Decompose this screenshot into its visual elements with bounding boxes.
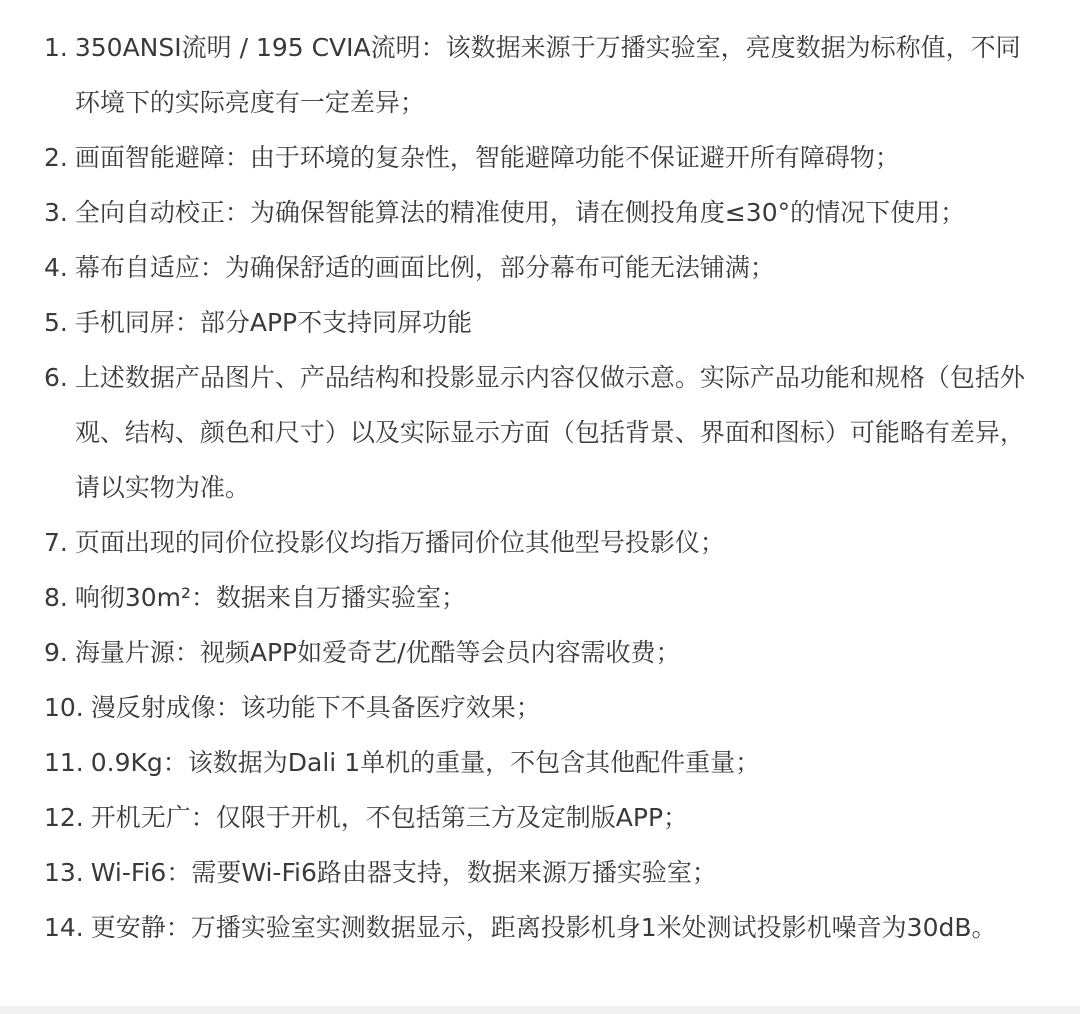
note-item-4 bbox=[0, 240, 1080, 295]
note-text: 漫反射成像：该功能下不具备医疗效果； bbox=[90, 693, 541, 722]
note-number: 6. bbox=[44, 363, 68, 392]
note-number: 12. bbox=[44, 803, 84, 832]
note-item-11 bbox=[0, 735, 1080, 790]
note-item-10 bbox=[0, 680, 1080, 735]
note-number: 2. bbox=[44, 143, 68, 172]
note-text: 全向自动校正：为确保智能算法的精准使用，请在侧投角度≤30°的情况下使用； bbox=[74, 198, 966, 227]
note-item-14 bbox=[0, 900, 1080, 955]
note-number: 13. bbox=[44, 858, 84, 887]
note-text: 350ANSI流明 / 195 CVIA流明：该数据来源于万播实验室，亮度数据为标称值，不同环境下的实际亮度有一定差异； bbox=[74, 33, 1021, 117]
note-number: 14. bbox=[44, 913, 84, 942]
note-item-6 bbox=[0, 350, 1080, 515]
note-text: 海量片源：视频APP如爱奇艺/优酷等会员内容需收费； bbox=[74, 638, 681, 667]
note-item-3 bbox=[0, 185, 1080, 240]
note-text: 页面出现的同价位投影仪均指万播同价位其他型号投影仪； bbox=[74, 528, 725, 557]
note-text: 0.9Kg：该数据为Dali 1单机的重量，不包含其他配件重量； bbox=[90, 748, 761, 777]
note-number: 11. bbox=[44, 748, 84, 777]
note-item-2 bbox=[0, 130, 1080, 185]
note-item-5 bbox=[0, 295, 1080, 350]
note-number: 8. bbox=[44, 583, 68, 612]
note-text: 手机同屏：部分APP不支持同屏功能 bbox=[74, 308, 473, 337]
note-number: 9. bbox=[44, 638, 68, 667]
note-item-8 bbox=[0, 570, 1080, 625]
note-text: 开机无广：仅限于开机，不包括第三方及定制版APP； bbox=[90, 803, 689, 832]
note-number: 4. bbox=[44, 253, 68, 282]
note-item-12 bbox=[0, 790, 1080, 845]
note-number: 5. bbox=[44, 308, 68, 337]
note-number: 10. bbox=[44, 693, 84, 722]
note-text: 画面智能避障：由于环境的复杂性，智能避障功能不保证避开所有障碍物； bbox=[74, 143, 900, 172]
note-item-1 bbox=[0, 20, 1080, 130]
note-item-13 bbox=[0, 845, 1080, 900]
note-number: 3. bbox=[44, 198, 68, 227]
note-number: 1. bbox=[44, 33, 68, 62]
disclaimer-notes-list bbox=[0, 20, 1080, 955]
note-text: 上述数据产品图片、产品结构和投影显示内容仅做示意。实际产品功能和规格（包括外观、结构、颜色和尺寸）以及实际显示方面（包括背景、界面和图标）可能略有差异，请以实物为准。 bbox=[74, 363, 1025, 502]
note-item-7 bbox=[0, 515, 1080, 570]
note-item-9 bbox=[0, 625, 1080, 680]
note-text: 响彻30m²：数据来自万播实验室； bbox=[74, 583, 467, 612]
note-text: 幕布自适应：为确保舒适的画面比例，部分幕布可能无法铺满； bbox=[74, 253, 775, 282]
note-text: 更安静：万播实验室实测数据显示，距离投影机身1米处测试投影机噪音为30dB。 bbox=[90, 913, 997, 942]
note-text: Wi-Fi6：需要Wi-Fi6路由器支持，数据来源万播实验室； bbox=[90, 858, 717, 887]
note-number: 7. bbox=[44, 528, 68, 557]
bottom-divider bbox=[0, 1006, 1080, 1014]
